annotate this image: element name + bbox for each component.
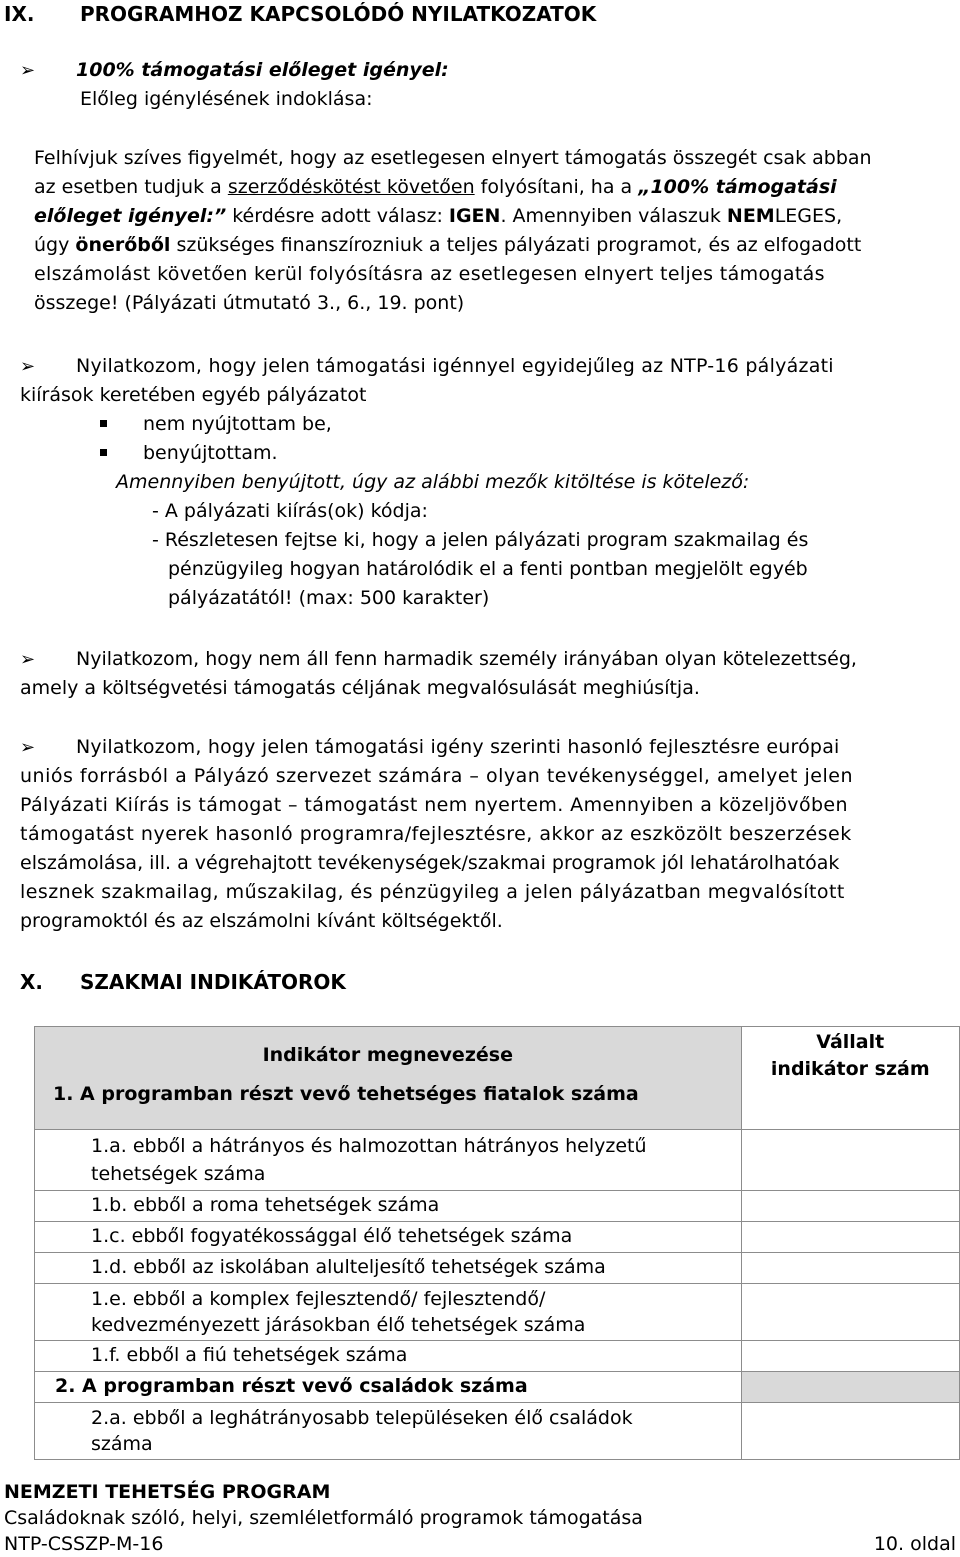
value-input[interactable]: [741, 1222, 959, 1253]
table-row: 1.a. ebből a hátrányos és halmozottan hátrányos helyzetű tehetségek száma: [35, 1130, 960, 1191]
decl3-line-5: elszámolása, ill. a végrehajtott tevékenységek/szakmai programok jól lehatárolhatóak: [20, 852, 840, 874]
declaration-third-party: [20, 645, 955, 703]
decl3-line-3: Pályázati Kiírás is támogat – támogatást nem nyertem. Amennyiben a közeljövőben: [20, 794, 848, 816]
table-row: 1.e. ebből a komplex fejlesztendő/ fejlesztendő/ kedvezményezett járásokban élő tehetségek száma: [35, 1284, 960, 1341]
decl1-note: Amennyiben benyújtott, úgy az alábbi mezők kitöltése is kötelező:: [116, 471, 750, 493]
page-footer: [4, 1479, 956, 1557]
notice-line-5: elszámolást követően kerül folyósításra az esetlegesen elnyert teljes támogatás: [34, 263, 825, 285]
indicator-name-header: Indikátor megnevezése 1. A programban részt vevő tehetséges fiatalok száma: [35, 1027, 742, 1130]
decl3-line-2: uniós forrásból a Pályázó szervezet számára – olyan tevékenységgel, amelyet jelen: [20, 765, 853, 787]
notice-line-1: Felhívjuk szíves figyelmét, hogy az esetlegesen elnyert támogatás összegét csak abban: [34, 147, 872, 169]
footer-program: NEMZETI TEHETSÉG PROGRAM: [4, 1481, 331, 1503]
declaration-other-applications: [20, 352, 955, 613]
table-row: 1.f. ebből a fiú tehetségek száma: [35, 1341, 960, 1372]
square-bullet-icon: [100, 449, 107, 456]
decl3-line-4: támogatást nyerek hasonló programra/fejlesztésre, akkor az eszközölt beszerzések: [20, 823, 852, 845]
table-row: 1.b. ebből a roma tehetségek száma: [35, 1191, 960, 1222]
value-input[interactable]: [741, 1130, 959, 1191]
advance-title: 100% támogatási előleget igényel:: [76, 59, 449, 81]
section-title: PROGRAMHOZ KAPCSOLÓDÓ NYILATKOZATOK: [80, 2, 597, 26]
table-header-row: [35, 1027, 960, 1130]
decl3-line-1: Nyilatkozom, hogy jelen támogatási igény szerinti hasonló fejlesztésre európai: [76, 736, 840, 758]
square-bullet-icon: [100, 420, 107, 427]
table-row: 1.d. ebből az iskolában alulteljesítő tehetségek száma: [35, 1253, 960, 1284]
arrow-bullet-icon: ➢: [20, 737, 36, 758]
notice-line-2: az esetben tudjuk a szerződéskötést követően folyósítani, ha a „100% támogatási: [34, 176, 837, 198]
advance-subtitle: Előleg igénylésének indoklása:: [80, 88, 373, 110]
advance-notice: [34, 144, 956, 318]
footer-subtitle: Családoknak szóló, helyi, szemléletformáló programok támogatása: [4, 1507, 643, 1529]
footer-code: NTP-CSSZP-M-16: [4, 1533, 164, 1555]
field-explanation-line-3: pályázatától! (max: 500 karakter): [168, 587, 490, 609]
committed-indicator-header: Vállalt indikátor szám: [741, 1027, 959, 1130]
value-input[interactable]: [741, 1191, 959, 1222]
notice-line-4: úgy önerőből szükséges finanszírozniuk a teljes pályázati programot, és az elfogadott: [34, 234, 862, 256]
declaration-eu-funding: [20, 733, 955, 936]
value-input[interactable]: [741, 1372, 959, 1403]
advance-title-line: [20, 56, 955, 85]
value-input[interactable]: [741, 1284, 959, 1341]
table-row: 1. A programban részt vevő tehetséges fiatalok száma: [53, 1083, 639, 1105]
value-input[interactable]: [741, 1253, 959, 1284]
arrow-bullet-icon: ➢: [20, 649, 36, 670]
decl3-line-6: lesznek szakmailag, műszakilag, és pénzügyileg a jelen pályázatban megvalósított: [20, 881, 845, 903]
decl2-line-1: Nyilatkozom, hogy nem áll fenn harmadik személy irányában olyan kötelezettség,: [76, 648, 857, 670]
field-explanation-line-2: pénzügyileg hogyan határolódik el a fenti pontban megjelölt egyéb: [168, 558, 808, 580]
section-title: SZAKMAI INDIKÁTOROK: [80, 970, 346, 994]
indicator-table: [34, 1026, 960, 1460]
section-number: IX.: [4, 2, 35, 26]
decl3-line-7: programoktól és az elszámolni kívánt költségektől.: [20, 910, 503, 932]
value-input[interactable]: [741, 1341, 959, 1372]
decl1-line-2: kiírások keretében egyéb pályázatot: [20, 384, 367, 406]
table-row: 1.c. ebből fogyatékossággal élő tehetségek száma: [35, 1222, 960, 1253]
field-explanation-line-1: - Részletesen fejtse ki, hogy a jelen pályázati program szakmailag és: [152, 529, 809, 551]
decl1-line-1: Nyilatkozom, hogy jelen támogatási igénnyel egyidejűleg az NTP-16 pályázati: [76, 355, 834, 377]
arrow-bullet-icon: ➢: [20, 356, 36, 377]
arrow-bullet-icon: ➢: [20, 60, 36, 81]
value-input[interactable]: [741, 1403, 959, 1460]
notice-line-3: előleget igényel:” kérdésre adott válasz: IGEN. Amennyiben válaszuk NEMLEGES,: [34, 205, 843, 227]
section-number: X.: [20, 970, 44, 994]
option-not-submitted[interactable]: nem nyújtottam be,: [20, 410, 955, 439]
contract-link: szerződéskötést követően: [227, 176, 475, 198]
table-row: 2.a. ebből a leghátrányosabb településeken élő családok száma: [35, 1403, 960, 1460]
field-call-code: - A pályázati kiírás(ok) kódja:: [152, 500, 428, 522]
option-submitted[interactable]: benyújtottam.: [20, 439, 955, 468]
advance-block: [20, 56, 955, 114]
page-number: 10. oldal: [873, 1533, 956, 1555]
table-row: 2. A programban részt vevő családok száma: [35, 1372, 960, 1403]
notice-line-6: összege! (Pályázati útmutató 3., 6., 19. pont): [34, 292, 465, 314]
decl2-line-2: amely a költségvetési támogatás céljának megvalósulását meghiúsítja.: [20, 677, 700, 699]
